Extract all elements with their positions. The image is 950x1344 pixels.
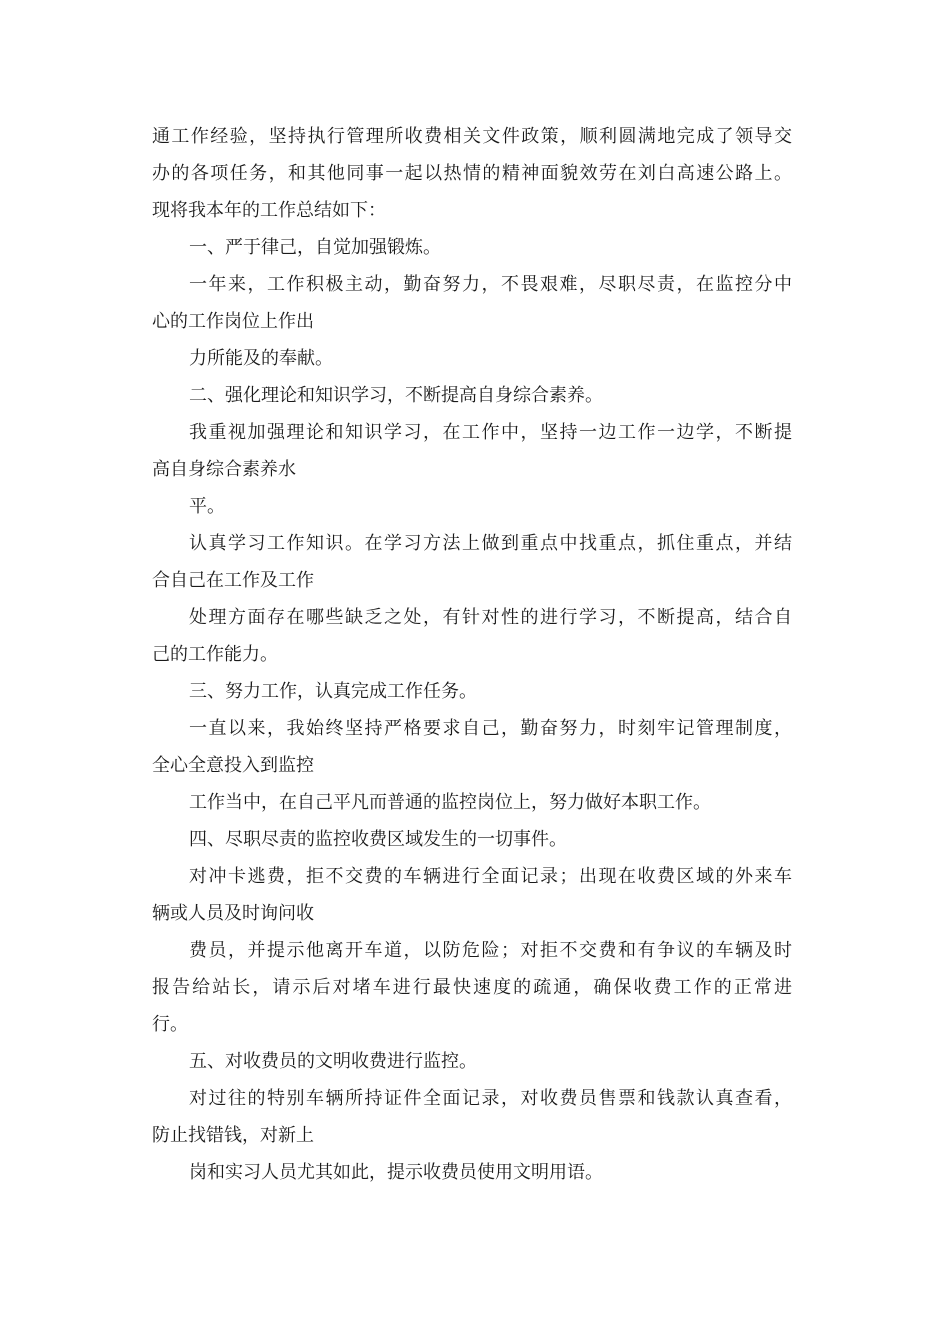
text-line: 办的各项任务，和其他同事一起以热情的精神面貌效劳在刘白高速公路上。 xyxy=(152,163,792,184)
text-line: 对冲卡逃费，拒不交费的车辆进行全面记录；出现在收费区域的外来车 xyxy=(189,866,792,887)
text-line: 对过往的特别车辆所持证件全面记录，对收费员售票和钱款认真查看， xyxy=(189,1088,792,1109)
text-line: 认真学习工作知识。在学习方法上做到重点中找重点，抓住重点，并结 xyxy=(189,533,792,554)
text-line: 全心全意投入到监控 xyxy=(152,755,314,776)
text-line: 合自己在工作及工作 xyxy=(152,570,314,591)
text-line: 岗和实习人员尤其如此，提示收费员使用文明用语。 xyxy=(189,1162,603,1183)
text-line: 工作当中，在自己平凡而普通的监控岗位上，努力做好本职工作。 xyxy=(189,792,711,813)
text-line: 我重视加强理论和知识学习，在工作中，坚持一边工作一边学，不断提 xyxy=(189,422,792,443)
text-line: 防止找错钱，对新上 xyxy=(152,1125,314,1146)
text-line: 心的工作岗位上作出 xyxy=(152,311,314,332)
text-line: 现将我本年的工作总结如下： xyxy=(152,200,386,221)
text-line: 报告给站长，请示后对堵车进行最快速度的疏通，确保收费工作的正常进 xyxy=(152,977,792,998)
text-line: 一年来，工作积极主动，勤奋努力，不畏艰难，尽职尽责，在监控分中 xyxy=(189,274,792,295)
text-line: 处理方面存在哪些缺乏之处，有针对性的进行学习，不断提高，结合自 xyxy=(189,607,792,628)
text-line: 通工作经验，坚持执行管理所收费相关文件政策，顺利圆满地完成了领导交 xyxy=(152,126,792,147)
text-line: 力所能及的奉献。 xyxy=(189,348,333,369)
document-body xyxy=(152,118,792,1191)
section-heading: 三、努力工作，认真完成工作任务。 xyxy=(189,681,477,702)
text-line: 行。 xyxy=(152,1014,188,1035)
text-line: 高自身综合素养水 xyxy=(152,459,296,480)
section-heading: 五、对收费员的文明收费进行监控。 xyxy=(189,1051,477,1072)
text-line: 平。 xyxy=(189,496,225,517)
section-heading: 二、强化理论和知识学习，不断提高自身综合素养。 xyxy=(189,385,603,406)
text-line: 一直以来，我始终坚持严格要求自己，勤奋努力，时刻牢记管理制度， xyxy=(189,718,792,739)
section-heading: 四、尽职尽责的监控收费区域发生的一切事件。 xyxy=(189,829,567,850)
text-line: 己的工作能力。 xyxy=(152,644,278,665)
text-line: 费员，并提示他离开车道，以防危险；对拒不交费和有争议的车辆及时 xyxy=(189,940,792,961)
text-line: 辆或人员及时询问收 xyxy=(152,903,314,924)
section-heading: 一、严于律己，自觉加强锻炼。 xyxy=(189,237,441,258)
